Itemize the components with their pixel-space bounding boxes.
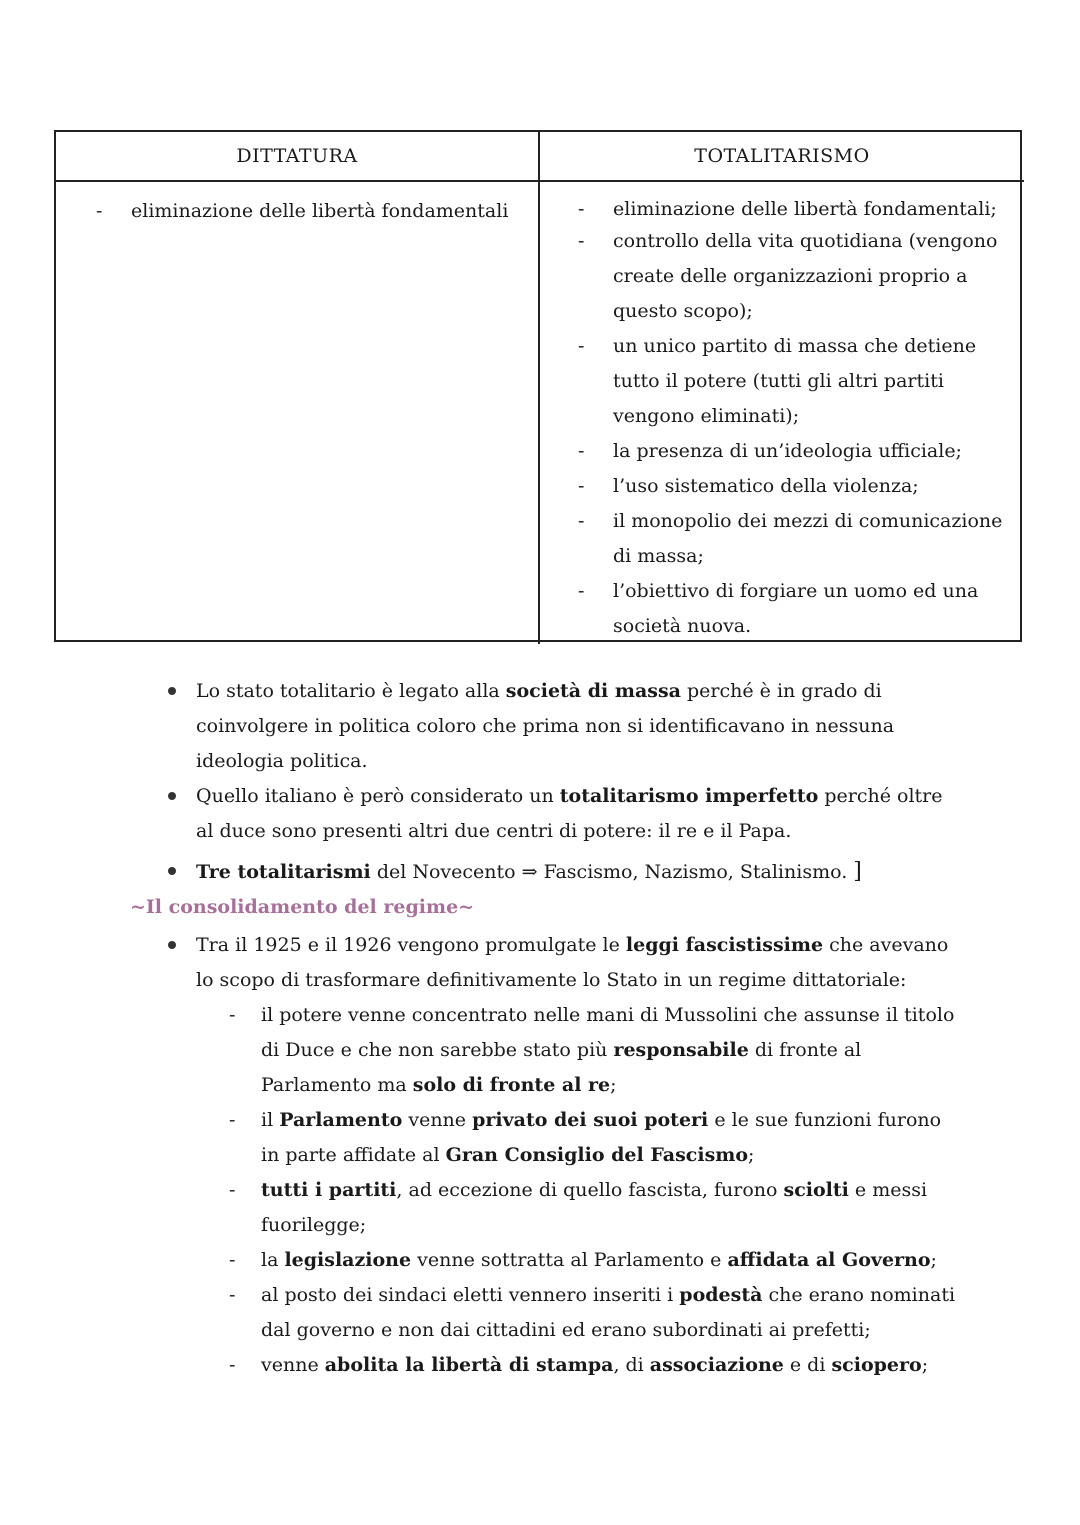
list-item: - l’obiettivo di forgiare un uomo ed una società nuova. bbox=[578, 580, 979, 637]
cell-totalitarismo bbox=[540, 182, 1024, 644]
list-item: - eliminazione delle libertà fondamentali bbox=[96, 200, 509, 222]
summary-bullets bbox=[160, 674, 960, 890]
comparison-table bbox=[54, 130, 1022, 642]
bullet-leggi: Tra il 1925 e il 1926 vengono promulgate le leggi fascistissime che avevano lo scopo di trasformare definitivamente lo Stato in un regime dittatoriale: bbox=[160, 928, 960, 998]
bullet-dot-icon bbox=[168, 941, 176, 949]
bullet-dot-icon bbox=[168, 792, 176, 800]
section-title: ~Il consolidamento del regime~ bbox=[130, 896, 475, 918]
list-item: - eliminazione delle libertà fondamentali; bbox=[578, 198, 997, 220]
leggi-list bbox=[160, 998, 960, 1383]
bullet-mass-society: Lo stato totalitario è legato alla società di massa perché è in grado di coinvolgere in politica coloro che prima non si identificavano in nessuna ideologia politica. bbox=[160, 674, 960, 779]
list-item: - il potere venne concentrato nelle mani di Mussolini che assunse il titolo di Duce e che non sarebbe stato più responsabile di fronte al Parlamento ma solo di fronte al re; bbox=[229, 1004, 955, 1096]
header-totalitarismo: TOTALITARISMO bbox=[540, 132, 1024, 182]
list-item: - al posto dei sindaci eletti vennero inseriti i podestà che erano nominati dal governo e non dai cittadini ed erano subordinati ai prefetti; bbox=[229, 1284, 956, 1341]
totalitarismo-list bbox=[540, 194, 1024, 644]
list-item: - venne abolita la libertà di stampa, di associazione e di sciopero; bbox=[229, 1354, 929, 1376]
dittatura-list bbox=[56, 194, 538, 229]
bullet-imperfect: Quello italiano è però considerato un totalitarismo imperfetto perché oltre al duce sono presenti altri due centri di potere: il re e il Papa. bbox=[160, 779, 960, 849]
list-item: - un unico partito di massa che detiene tutto il potere (tutti gli altri partiti vengono eliminati); bbox=[578, 335, 977, 427]
bullet-dot-icon bbox=[168, 867, 176, 875]
bullet-three: Tre totalitarismi del Novecento ⇒ Fascismo, Nazismo, Stalinismo. ] bbox=[160, 854, 960, 890]
list-item: - controllo della vita quotidiana (vengono create delle organizzazioni proprio a questo scopo); bbox=[578, 230, 998, 322]
list-item: - il monopolio dei mezzi di comunicazione di massa; bbox=[578, 510, 1003, 567]
list-item: - tutti i partiti, ad eccezione di quello fascista, furono sciolti e messi fuorilegge; bbox=[229, 1179, 928, 1236]
list-item: - la presenza di un’ideologia ufficiale; bbox=[578, 440, 962, 462]
list-item: - il Parlamento venne privato dei suoi poteri e le sue funzioni furono in parte affidate al Gran Consiglio del Fascismo; bbox=[229, 1109, 942, 1166]
bullet-dot-icon bbox=[168, 687, 176, 695]
list-item: - la legislazione venne sottratta al Parlamento e affidata al Governo; bbox=[229, 1249, 937, 1271]
consolidamento-section bbox=[160, 928, 960, 1383]
list-item: - l’uso sistematico della violenza; bbox=[578, 475, 919, 497]
cell-dittatura bbox=[56, 182, 540, 644]
header-dittatura: DITTATURA bbox=[56, 132, 540, 182]
